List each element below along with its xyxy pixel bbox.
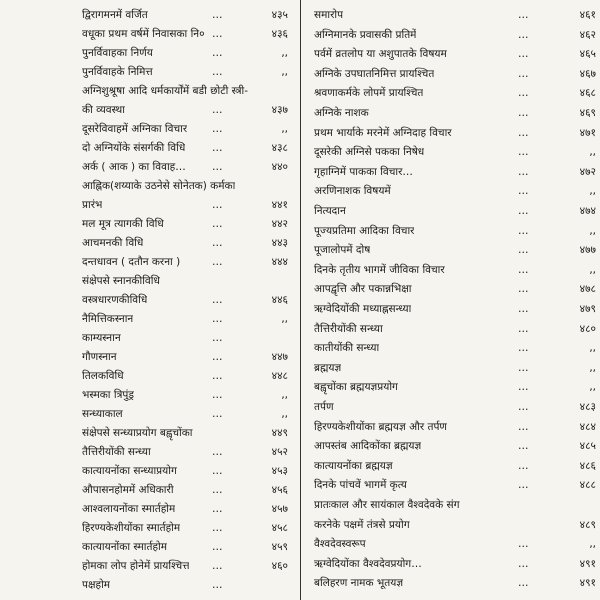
entry-title: कात्यायनोंका सन्ध्याप्रयोग xyxy=(82,465,177,477)
entry-title: अग्निमानके प्रवासकी प्रतिमें xyxy=(314,28,417,41)
entry-title: प्रातःकाल और सायंकाल वैश्वदेवके संग xyxy=(314,499,460,511)
entry-leader-dots: … xyxy=(212,66,224,78)
entry-title: पुनर्विवाहका निर्णय xyxy=(82,47,153,59)
entry-page-number: ४७४ xyxy=(579,205,596,217)
entry-leader-dots: … xyxy=(518,126,530,139)
entry-leader-dots: … xyxy=(518,420,530,433)
entry-title: सन्ध्याकाल xyxy=(82,408,123,420)
entry-page-number: ४६५ xyxy=(579,48,596,61)
entry-page-number: ४९१ xyxy=(579,557,596,570)
entry-page-number: ४४७ xyxy=(271,351,288,363)
entry-leader-dots: … xyxy=(212,237,224,249)
entry-leader-dots: … xyxy=(518,303,530,315)
entry-title: पूजालोपमें दोष xyxy=(314,244,371,257)
entry-title: अग्निशुश्रूषा आदि धर्मकार्योंमें बडी छोटी स्त्री- xyxy=(82,85,249,97)
entry-title: तैत्तिरीयोंकी सन्ध्या xyxy=(82,446,151,458)
entry-leader-dots: … xyxy=(212,484,224,496)
entry-leader-dots: … xyxy=(212,503,224,515)
entry-title: प्रारंभ xyxy=(82,199,103,211)
entry-title: दूसरेकी अग्निसे पकका निषेध xyxy=(314,146,425,159)
entry-page-number: ४६० xyxy=(271,560,288,572)
entry-title: करनेके पक्षमें तंत्रसे प्रयोग xyxy=(314,518,410,531)
entry-page-number: ४४१ xyxy=(271,199,288,211)
entry-leader-dots: … xyxy=(212,104,224,116)
entry-title: पर्वमें व्रतलोप या अशुपातके विषयम xyxy=(314,48,447,61)
entry-leader-dots: … xyxy=(212,199,224,211)
entry-title: आचमनकी विधि xyxy=(82,237,144,249)
entry-page-number: ४५३ xyxy=(271,465,288,477)
entry-page-number: ४५९ xyxy=(271,541,288,553)
entry-title: दिनके तृतीय भागमें जीविका विचार xyxy=(314,263,445,276)
entry-leader-dots: … xyxy=(518,283,530,296)
entry-title: नैमित्तिकस्नान xyxy=(82,313,134,325)
entry-page-number: ,, xyxy=(281,66,288,78)
entry-page-number: ,, xyxy=(281,313,288,325)
entry-page-number: ४५२ xyxy=(271,446,288,458)
entry-leader-dots: … xyxy=(518,28,530,41)
entry-page-number: ४९१ xyxy=(579,577,596,590)
entry-leader-dots: … xyxy=(518,67,530,80)
entry-title: की व्यवस्था xyxy=(82,104,125,116)
entry-title: भस्मका त्रिपुंड्र xyxy=(82,389,134,401)
entry-page-number: ४३८ xyxy=(271,142,288,154)
entry-page-number: ४८९ xyxy=(579,518,596,531)
right-column xyxy=(304,0,600,600)
entry-leader-dots: … xyxy=(518,205,530,217)
entry-leader-dots: … xyxy=(212,332,224,344)
entry-leader-dots: … xyxy=(212,465,224,477)
entry-title: कातीयोंकी सन्ध्या xyxy=(314,342,380,355)
entry-leader-dots: … xyxy=(212,47,224,59)
entry-title: दूसरेविवाहमें अग्निका विचार xyxy=(82,123,188,135)
entry-page-number: ४८६ xyxy=(579,459,596,472)
entry-title: पुनर्विवाहके निमित्त xyxy=(82,66,153,78)
entry-title: आह्निक(शय्याके उठनेसे सोनेतक) कर्मका xyxy=(82,180,236,192)
entry-title: आश्वलायनोंका स्मार्तहोम xyxy=(82,503,176,515)
entry-leader-dots: … xyxy=(518,185,530,198)
entry-title: औपासनहोममें अधिकारी xyxy=(82,484,174,496)
entry-title: दिनके पांचवें भागमें कृत्य xyxy=(314,479,407,492)
entry-title: समारोप xyxy=(314,9,344,21)
entry-leader-dots: … xyxy=(518,557,530,570)
entry-leader-dots: … xyxy=(518,9,530,21)
entry-leader-dots: … xyxy=(518,263,530,276)
entry-page-number: ४७२ xyxy=(579,165,596,178)
entry-leader-dots: … xyxy=(212,408,224,420)
entry-title: पूज्यप्रतिमा आदिका विचार xyxy=(314,224,415,237)
entry-page-number: ४८५ xyxy=(579,440,596,453)
entry-page-number: ४८४ xyxy=(579,420,596,433)
entry-leader-dots: … xyxy=(518,440,530,453)
entry-title: संक्षेपसे सन्ध्याप्रयोग बह्वृचोंका xyxy=(82,427,193,439)
entry-leader-dots: … xyxy=(212,294,224,306)
entry-leader-dots: … xyxy=(212,579,224,591)
entry-title: आपस्तंब आदिकोंका ब्रह्मयज्ञ xyxy=(314,440,422,453)
entry-title: होमका लोप होनेमें प्रायश्चित्त xyxy=(82,560,190,572)
entry-leader-dots: … xyxy=(518,361,530,374)
entry-title: वधूका प्रथम वर्षमें निवासका नि० xyxy=(82,28,205,40)
entry-leader-dots: … xyxy=(518,381,530,394)
entry-page-number: ४४४ xyxy=(271,256,288,268)
entry-title: अर्क ( आक ) का विवाह… xyxy=(82,161,186,173)
entry-page-number: ४३६ xyxy=(271,28,288,40)
entry-page-number: ,, xyxy=(589,224,596,237)
entry-page-number: ४८० xyxy=(579,322,596,335)
entry-leader-dots: … xyxy=(212,370,224,382)
entry-page-number: ४३७ xyxy=(271,104,288,116)
index-entry xyxy=(0,574,300,596)
entry-title: प्रथम भार्याके मरनेमें अग्निदाह विचार xyxy=(314,126,452,139)
entry-title: आपद्वृत्ति और पकान्नभिक्षा xyxy=(314,283,412,296)
entry-page-number: ,, xyxy=(281,47,288,59)
index-entry xyxy=(304,572,600,594)
entry-title: नित्यदान xyxy=(314,205,346,217)
entry-page-number: ,, xyxy=(589,538,596,551)
entry-leader-dots: … xyxy=(518,48,530,61)
entry-page-number: ४७१ xyxy=(579,126,596,139)
entry-page-number: ४७९ xyxy=(579,303,596,315)
entry-page-number: ४४२ xyxy=(271,218,288,230)
entry-leader-dots: … xyxy=(518,322,530,335)
entry-title: काम्यस्नान xyxy=(82,332,121,344)
entry-leader-dots: … xyxy=(518,577,530,590)
entry-leader-dots: … xyxy=(212,256,224,268)
entry-page-number: ४४६ xyxy=(271,294,288,306)
entry-leader-dots: … xyxy=(212,142,224,154)
entry-page-number: ,, xyxy=(281,408,288,420)
entry-leader-dots: … xyxy=(212,446,224,458)
entry-leader-dots: … xyxy=(518,244,530,257)
entry-leader-dots: … xyxy=(518,342,530,355)
entry-leader-dots: … xyxy=(518,107,530,119)
entry-title: अग्निके उपघातनिमित्त प्रायश्चित xyxy=(314,67,435,80)
entry-leader-dots: … xyxy=(518,146,530,159)
entry-leader-dots: … xyxy=(212,541,224,553)
entry-title: अग्निके नाशक xyxy=(314,107,369,119)
entry-page-number: ४५८ xyxy=(271,522,288,534)
entry-title: हिरण्यकेशीयोंका ब्रह्मयज्ञ और तर्पण xyxy=(314,420,447,433)
entry-leader-dots: … xyxy=(212,123,224,135)
entry-page-number: ४४३ xyxy=(271,237,288,249)
entry-leader-dots: … xyxy=(212,161,224,173)
entry-page-number: ,, xyxy=(589,263,596,276)
entry-title: दन्तधावन ( दतौन करना ) xyxy=(82,256,181,268)
entry-title: ब्रह्मयज्ञ xyxy=(314,361,342,374)
entry-page-number: ,, xyxy=(589,185,596,198)
entry-page-number: ४४० xyxy=(271,161,288,173)
entry-leader-dots: … xyxy=(212,9,224,21)
entry-title: वस्त्रधारणकीविधि xyxy=(82,294,148,306)
entry-leader-dots: … xyxy=(518,401,530,413)
entry-title: ऋग्वेदियोंका वैश्वदेवप्रयोग… xyxy=(314,557,422,570)
entry-page-number: ४६७ xyxy=(579,67,596,80)
entry-page-number: ४८८ xyxy=(579,479,596,492)
entry-page-number: ४३५ xyxy=(271,9,288,21)
entry-leader-dots: … xyxy=(212,313,224,325)
entry-leader-dots: … xyxy=(518,479,530,492)
entry-leader-dots: … xyxy=(212,351,224,363)
entry-title: अरणिनाशक विषयमें xyxy=(314,185,391,198)
entry-page-number: ,, xyxy=(281,123,288,135)
entry-page-number: ,, xyxy=(589,342,596,355)
entry-page-number: ४६१ xyxy=(579,9,596,21)
entry-leader-dots: … xyxy=(518,224,530,237)
entry-page-number: ,, xyxy=(281,389,288,401)
entry-title: ऋग्वेदियोंकी मध्याह्नसन्ध्या xyxy=(314,303,412,315)
entry-title: पक्षहोम xyxy=(82,579,111,591)
entry-leader-dots: … xyxy=(518,459,530,472)
entry-leader-dots: … xyxy=(518,165,530,178)
entry-leader-dots: … xyxy=(212,28,224,40)
entry-leader-dots: … xyxy=(518,538,530,551)
entry-page-number: ४७८ xyxy=(579,283,596,296)
entry-title: द्विरागमनमें वर्जित xyxy=(82,9,148,21)
entry-title: संक्षेपसे स्नानकीविधि xyxy=(82,275,160,287)
entry-page-number: ,, xyxy=(589,381,596,394)
entry-page-number: ४६२ xyxy=(579,28,596,41)
entry-page-number: ,, xyxy=(589,146,596,159)
entry-page-number: ४६९ xyxy=(579,107,596,119)
entry-leader-dots: … xyxy=(212,560,224,572)
entry-title: गृहाग्निमें पाकका विचार… xyxy=(314,165,413,178)
entry-title: बलिहरण नामक भूतयज्ञ xyxy=(314,577,404,590)
entry-title: बह्वृचोंका ब्रह्मयज्ञप्रयोग xyxy=(314,381,398,394)
entry-title: तिलकविधि xyxy=(82,370,124,382)
entry-page-number: ४४८ xyxy=(271,370,288,382)
entry-title: दो अग्नियोंके संसर्गकी विधि xyxy=(82,142,186,154)
entry-page-number: ४७७ xyxy=(579,244,596,257)
entry-page-number: ४६८ xyxy=(579,87,596,100)
column-divider xyxy=(300,0,301,600)
entry-title: हिरण्यकेशीयोंका स्मार्तहोम xyxy=(82,522,181,534)
entry-title: तर्पण xyxy=(314,401,334,413)
entry-leader-dots: … xyxy=(212,389,224,401)
entry-title: तैत्तिरीयोंकी सन्ध्या xyxy=(314,322,383,335)
entry-title: मल मूत्र त्यागकी विधि xyxy=(82,218,164,230)
entry-title: गौणस्नान xyxy=(82,351,117,363)
entry-leader-dots: … xyxy=(518,87,530,100)
entry-page-number: ४४९ xyxy=(271,427,288,439)
entry-title: श्रवणाकर्मके लोपमें प्रायश्चित xyxy=(314,87,424,100)
entry-page-number: ४५६ xyxy=(271,484,288,496)
entry-title: कात्यायनोंका ब्रह्मयज्ञ xyxy=(314,459,393,472)
entry-leader-dots: … xyxy=(212,522,224,534)
entry-page-number: ४८३ xyxy=(579,401,596,413)
entry-page-number: ४५७ xyxy=(271,503,288,515)
entry-page-number: ,, xyxy=(589,361,596,374)
entry-title: वैश्वदेवस्वरूप xyxy=(314,538,366,551)
entry-title: कात्यायनोंका स्मार्तहोम xyxy=(82,541,168,553)
entry-leader-dots: … xyxy=(212,218,224,230)
